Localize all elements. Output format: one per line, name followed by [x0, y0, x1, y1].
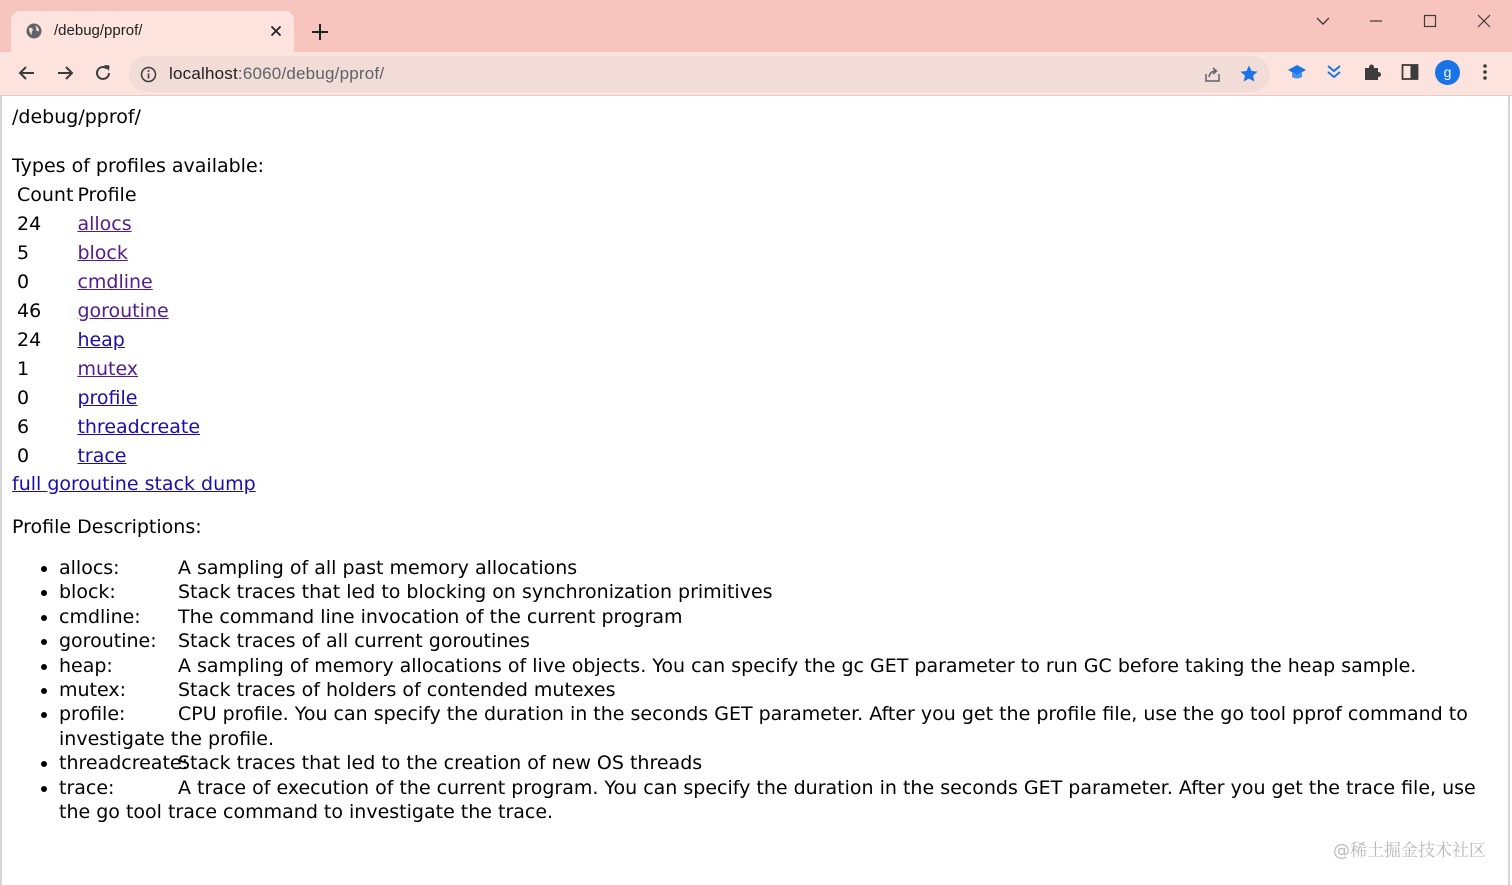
- profile-link-heap[interactable]: heap: [77, 328, 125, 351]
- profiles-table: [14, 180, 203, 470]
- list-item: [59, 751, 1499, 775]
- list-item: [59, 556, 1499, 580]
- description-term: trace:: [59, 776, 115, 799]
- description-text: Stack traces of all current goroutines: [178, 630, 530, 653]
- profile-link-goroutine[interactable]: goroutine: [77, 299, 169, 322]
- table-row: [16, 209, 201, 238]
- address-bar[interactable]: [129, 56, 1270, 92]
- description-term: allocs:: [59, 557, 120, 579]
- list-item: [59, 605, 1499, 629]
- profile-count: 24: [17, 212, 42, 235]
- profile-count: 0: [17, 270, 30, 293]
- browser-tab[interactable]: [11, 11, 294, 52]
- description-text: Stack traces that led to blocking on synchronization primitives: [178, 581, 773, 604]
- site-info-icon[interactable]: [140, 66, 157, 83]
- extension-graduation-icon[interactable]: [1287, 62, 1307, 82]
- extension-download-icon[interactable]: [1324, 62, 1344, 82]
- profile-count: 5: [17, 241, 30, 264]
- table-row: [16, 441, 201, 470]
- new-tab-icon[interactable]: [309, 21, 331, 43]
- reload-icon[interactable]: [92, 62, 114, 84]
- table-row: [16, 238, 201, 267]
- descriptions-list: [12, 556, 1499, 824]
- description-text: A sampling of memory allocations of live objects. You can specify the gc GET parameter to run GC before taking the heap sample.: [178, 654, 1417, 677]
- list-item: [59, 776, 1499, 825]
- profile-count: 0: [17, 386, 30, 409]
- share-icon[interactable]: [1203, 65, 1222, 84]
- table-header-row: [16, 180, 201, 209]
- list-item: [59, 678, 1499, 702]
- table-row: [16, 267, 201, 296]
- more-menu-icon[interactable]: [1476, 62, 1494, 82]
- profile-link-mutex[interactable]: mutex: [77, 357, 139, 380]
- description-term: cmdline:: [59, 605, 141, 628]
- table-row: [16, 325, 201, 354]
- profile-avatar[interactable]: g: [1435, 60, 1460, 85]
- descriptions-title: Profile Descriptions:: [12, 516, 202, 538]
- close-window-icon[interactable]: [1473, 10, 1495, 32]
- back-arrow-icon[interactable]: [16, 62, 38, 84]
- browser-toolbar: [0, 52, 1512, 96]
- list-item: [59, 654, 1499, 678]
- description-text: A trace of execution of the current program. You can specify the duration in the seconds GET parameter. After you get the trace file, use the go tool trace command to investigate the trace.: [59, 776, 1476, 824]
- profile-link-block[interactable]: block: [77, 241, 128, 264]
- description-text: CPU profile. You can specify the duration in the seconds GET parameter. After you get the profile file, use the go tool pprof command to investigate the profile.: [59, 703, 1468, 750]
- list-item: [59, 702, 1499, 751]
- forward-arrow-icon[interactable]: [54, 62, 76, 84]
- description-text: Stack traces that led to the creation of new OS threads: [178, 752, 703, 775]
- page-content: [0, 96, 1510, 885]
- profile-link-threadcreate[interactable]: threadcreate: [77, 415, 201, 438]
- description-term: goroutine:: [59, 630, 157, 653]
- list-item: [59, 580, 1499, 604]
- side-panel-icon[interactable]: [1400, 62, 1420, 82]
- description-text: A sampling of all past memory allocations: [178, 557, 578, 579]
- full-goroutine-dump-link[interactable]: full goroutine stack dump: [12, 473, 256, 495]
- title-bar: [0, 0, 1512, 52]
- page-heading: /debug/pprof/: [12, 106, 141, 128]
- bookmark-star-icon[interactable]: [1239, 64, 1259, 84]
- table-row: [16, 296, 201, 325]
- count-header: Count: [17, 183, 74, 206]
- description-term: threadcreate:: [59, 752, 188, 775]
- profile-count: 0: [17, 444, 30, 467]
- profile-count: 24: [17, 328, 42, 351]
- profile-count: 1: [17, 357, 30, 380]
- profile-link-cmdline[interactable]: cmdline: [77, 270, 153, 293]
- description-term: heap:: [59, 654, 113, 677]
- profile-header: Profile: [77, 183, 137, 206]
- url-host: localhost: [169, 64, 238, 83]
- close-tab-icon[interactable]: [268, 23, 284, 39]
- url-path: :6060/debug/pprof/: [237, 64, 385, 83]
- table-row: [16, 383, 201, 412]
- profile-link-allocs[interactable]: allocs: [77, 212, 132, 235]
- list-item: [59, 629, 1499, 653]
- tab-search-chevron-icon[interactable]: [1312, 10, 1334, 32]
- globe-icon: [26, 23, 42, 39]
- description-text: The command line invocation of the current program: [178, 605, 683, 628]
- description-text: Stack traces of holders of contended mutexes: [178, 679, 616, 702]
- watermark: @稀土掘金技术社区: [1333, 841, 1486, 861]
- table-row: [16, 354, 201, 383]
- description-term: profile:: [59, 703, 126, 726]
- profile-link-profile[interactable]: profile: [77, 386, 138, 409]
- profile-link-trace[interactable]: trace: [77, 444, 127, 467]
- profile-count: 46: [17, 299, 42, 322]
- description-term: mutex:: [59, 679, 127, 702]
- tab-title: /debug/pprof/: [54, 22, 143, 39]
- url-text[interactable]: [169, 64, 384, 84]
- profiles-intro: Types of profiles available:: [12, 155, 265, 177]
- minimize-icon[interactable]: [1365, 10, 1387, 32]
- description-term: block:: [59, 581, 116, 604]
- table-row: [16, 412, 201, 441]
- profile-count: 6: [17, 415, 30, 438]
- extensions-puzzle-icon[interactable]: [1362, 62, 1382, 82]
- maximize-icon[interactable]: [1419, 10, 1441, 32]
